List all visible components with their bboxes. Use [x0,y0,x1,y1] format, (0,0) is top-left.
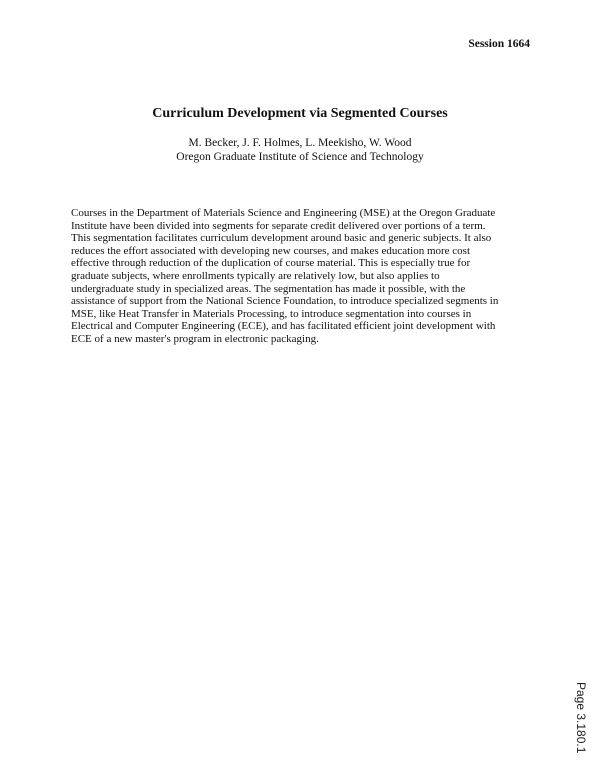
abstract-line: Electrical and Computer Engineering (ECE), and has facilitated efficient joint development with [71,320,496,333]
abstract-line: assistance of support from the National Science Foundation, to introduce specialized segments in [71,295,499,308]
page-number-container [574,682,595,754]
abstract-line: undergraduate study in specialized areas. The segmentation has made it possible, with the [71,282,466,295]
abstract-line: reduces the effort associated with developing new courses, and makes education more cost [71,244,471,257]
abstract-line: effective through reduction of the duplication of course material. This is especially true for [71,257,471,270]
abstract-line: MSE, like Heat Transfer in Materials Processing, to introduce segmentation into courses in [71,307,472,320]
abstract-line: Institute have been divided into segments for separate credit delivered over portions of a term. [71,219,486,232]
abstract-line: Courses in the Department of Materials Science and Engineering (MSE) at the Oregon Graduate [71,207,496,219]
abstract-line: This segmentation facilitates curriculum development around basic and generic subjects. It also [71,232,492,245]
abstract-line: graduate subjects, where enrollments typically are relatively low, but also applies to [71,269,440,282]
author-affiliation: Oregon Graduate Institute of Science and Technology [176,151,424,163]
page-number: Page 3.180.1 [574,682,588,754]
author-names: M. Becker, J. F. Holmes, L. Meekisho, W. Wood [188,137,412,149]
author-block [0,136,600,164]
session-label: Session 1664 [468,38,530,50]
abstract-line: ECE of a new master's program in electronic packaging. [71,332,319,345]
paper-title: Curriculum Development via Segmented Courses [152,106,448,121]
abstract-paragraph [71,207,533,346]
